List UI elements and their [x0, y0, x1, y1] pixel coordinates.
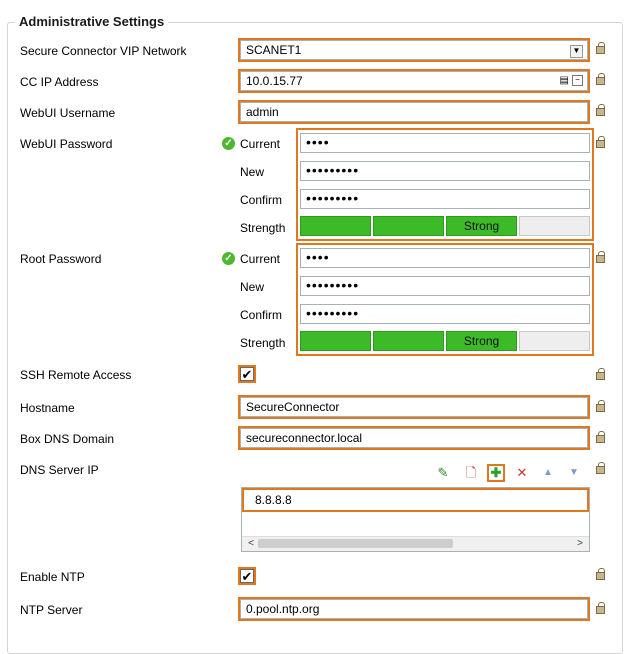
- strength-segment: [300, 331, 371, 351]
- clipboard-icon[interactable]: ▤: [559, 75, 569, 86]
- dns-domain-input[interactable]: secureconnector.local: [240, 428, 588, 448]
- lock-icon[interactable]: [596, 73, 605, 85]
- lock-icon[interactable]: [596, 602, 605, 614]
- hostname-input[interactable]: SecureConnector: [240, 397, 588, 417]
- lock-icon[interactable]: [596, 431, 605, 443]
- root-confirm-label: Confirm: [240, 308, 283, 322]
- section-title: Administrative Settings: [15, 14, 168, 29]
- hostname-label: Hostname: [20, 401, 75, 415]
- collapse-icon[interactable]: −: [572, 75, 583, 86]
- root-password-label: Root Password: [20, 252, 102, 266]
- root-new-label: New: [240, 280, 265, 294]
- edit-entry-icon[interactable]: ✎: [437, 465, 449, 480]
- strength-segment-text: Strong: [446, 216, 517, 236]
- cc-ip-input[interactable]: [240, 71, 588, 91]
- cc-ip-label: CC IP Address: [20, 75, 99, 89]
- scroll-thumb[interactable]: [258, 539, 453, 548]
- scroll-right-icon[interactable]: >: [577, 538, 583, 549]
- scroll-left-icon[interactable]: <: [248, 538, 254, 549]
- remove-icon[interactable]: ✕: [516, 465, 528, 480]
- dns-domain-label: Box DNS Domain: [20, 432, 115, 446]
- lock-icon[interactable]: [596, 368, 605, 380]
- ssh-remote-access-checkbox[interactable]: ✔: [241, 367, 253, 382]
- chevron-down-icon[interactable]: ▼: [570, 45, 583, 58]
- root-new-password-input[interactable]: •••••••••: [300, 276, 590, 296]
- lock-icon[interactable]: [596, 104, 605, 116]
- webui-confirm-password-input[interactable]: •••••••••: [300, 189, 590, 209]
- webui-new-label: New: [240, 165, 265, 179]
- lock-icon[interactable]: [596, 42, 605, 54]
- horizontal-scrollbar[interactable]: [242, 536, 589, 551]
- lock-icon[interactable]: [596, 136, 605, 148]
- lock-icon[interactable]: [596, 251, 605, 263]
- webui-current-label: Current: [240, 137, 281, 151]
- strength-segment: [519, 331, 590, 351]
- root-strength-meter: [300, 331, 590, 351]
- dns-server-entry[interactable]: 8.8.8.8: [244, 490, 587, 510]
- add-entry-icon[interactable]: ✚: [490, 465, 502, 480]
- enable-ntp-label: Enable NTP: [20, 570, 85, 584]
- webui-username-label: WebUI Username: [20, 106, 116, 120]
- webui-strength-meter: [300, 216, 590, 236]
- lock-icon[interactable]: [596, 568, 605, 580]
- enable-ntp-checkbox[interactable]: ✔: [241, 569, 253, 584]
- check-icon: ✓: [222, 252, 235, 265]
- root-current-label: Current: [240, 252, 281, 266]
- dns-server-label: DNS Server IP: [20, 463, 99, 477]
- dns-server-list[interactable]: [241, 487, 590, 552]
- strength-segment: [373, 331, 444, 351]
- lock-icon[interactable]: [596, 400, 605, 412]
- cc-ip-value: 10.0.15.77: [246, 74, 303, 88]
- strength-segment-text: Strong: [446, 331, 517, 351]
- strength-segment: [300, 216, 371, 236]
- webui-new-password-input[interactable]: •••••••••: [300, 161, 590, 181]
- root-confirm-password-input[interactable]: •••••••••: [300, 304, 590, 324]
- strength-segment: [519, 216, 590, 236]
- ntp-server-input[interactable]: 0.pool.ntp.org: [240, 599, 588, 619]
- ntp-server-label: NTP Server: [20, 603, 83, 617]
- vip-network-label: Secure Connector VIP Network: [20, 44, 187, 58]
- webui-strength-label: Strength: [240, 221, 286, 235]
- lock-icon[interactable]: [596, 462, 605, 474]
- vip-network-select[interactable]: [240, 40, 588, 60]
- delete-entry-icon[interactable]: 🗋: [465, 465, 477, 480]
- root-strength-label: Strength: [240, 336, 286, 350]
- webui-password-label: WebUI Password: [20, 137, 113, 151]
- move-up-icon[interactable]: ▲: [543, 467, 553, 478]
- root-current-password-input[interactable]: ••••: [300, 248, 590, 268]
- check-icon: ✓: [222, 137, 235, 150]
- move-down-icon[interactable]: ▼: [569, 467, 579, 478]
- webui-confirm-label: Confirm: [240, 193, 283, 207]
- strength-segment: [373, 216, 444, 236]
- ssh-remote-access-label: SSH Remote Access: [20, 368, 132, 382]
- webui-username-input[interactable]: admin: [240, 102, 588, 122]
- webui-current-password-input[interactable]: ••••: [300, 133, 590, 153]
- vip-network-value: SCANET1: [246, 43, 302, 57]
